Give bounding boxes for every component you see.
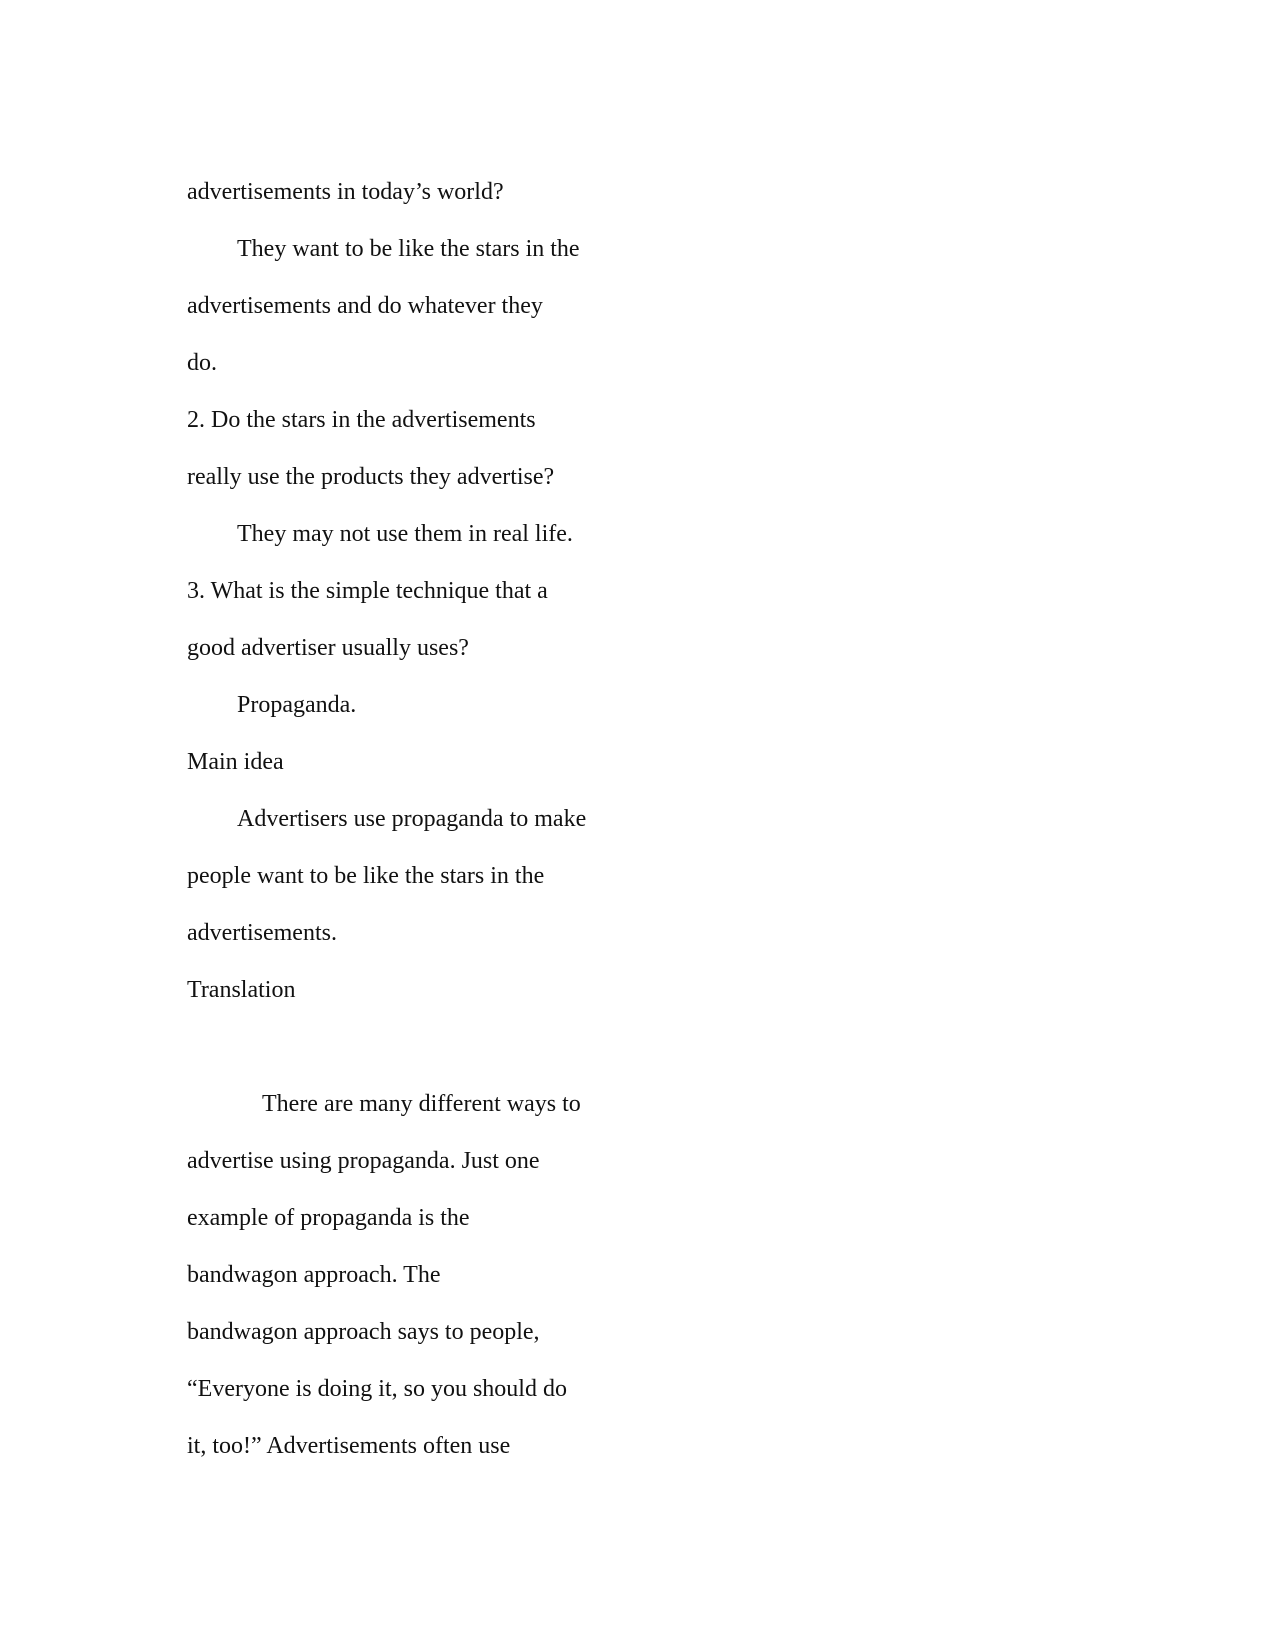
question-line: 2. Do the stars in the advertisements: [187, 407, 536, 433]
text-line: really use the products they advertise?: [187, 464, 555, 490]
text-line: advertisements.: [187, 920, 337, 946]
question-line: 3. What is the simple technique that a: [187, 578, 548, 604]
text-line: do.: [187, 350, 217, 376]
answer-line: They want to be like the stars in the: [237, 236, 580, 262]
paragraph-line: bandwagon approach says to people,: [187, 1319, 540, 1345]
section-heading: Main idea: [187, 749, 284, 775]
text-line: good advertiser usually uses?: [187, 635, 469, 661]
section-heading: Translation: [187, 977, 296, 1003]
paragraph-line: “Everyone is doing it, so you should do: [187, 1376, 567, 1402]
paragraph-line: example of propaganda is the: [187, 1205, 470, 1231]
text-line: advertisements in today’s world?: [187, 179, 504, 205]
paragraph-line: There are many different ways to: [262, 1091, 581, 1117]
paragraph-line: advertise using propaganda. Just one: [187, 1148, 540, 1174]
text-line: Advertisers use propaganda to make: [237, 806, 587, 832]
paragraph-line: bandwagon approach. The: [187, 1262, 441, 1288]
text-line: people want to be like the stars in the: [187, 863, 545, 889]
paragraph-line: it, too!” Advertisements often use: [187, 1433, 511, 1459]
text-line: advertisements and do whatever they: [187, 293, 543, 319]
answer-line: They may not use them in real life.: [237, 521, 573, 547]
answer-line: Propaganda.: [237, 692, 357, 718]
